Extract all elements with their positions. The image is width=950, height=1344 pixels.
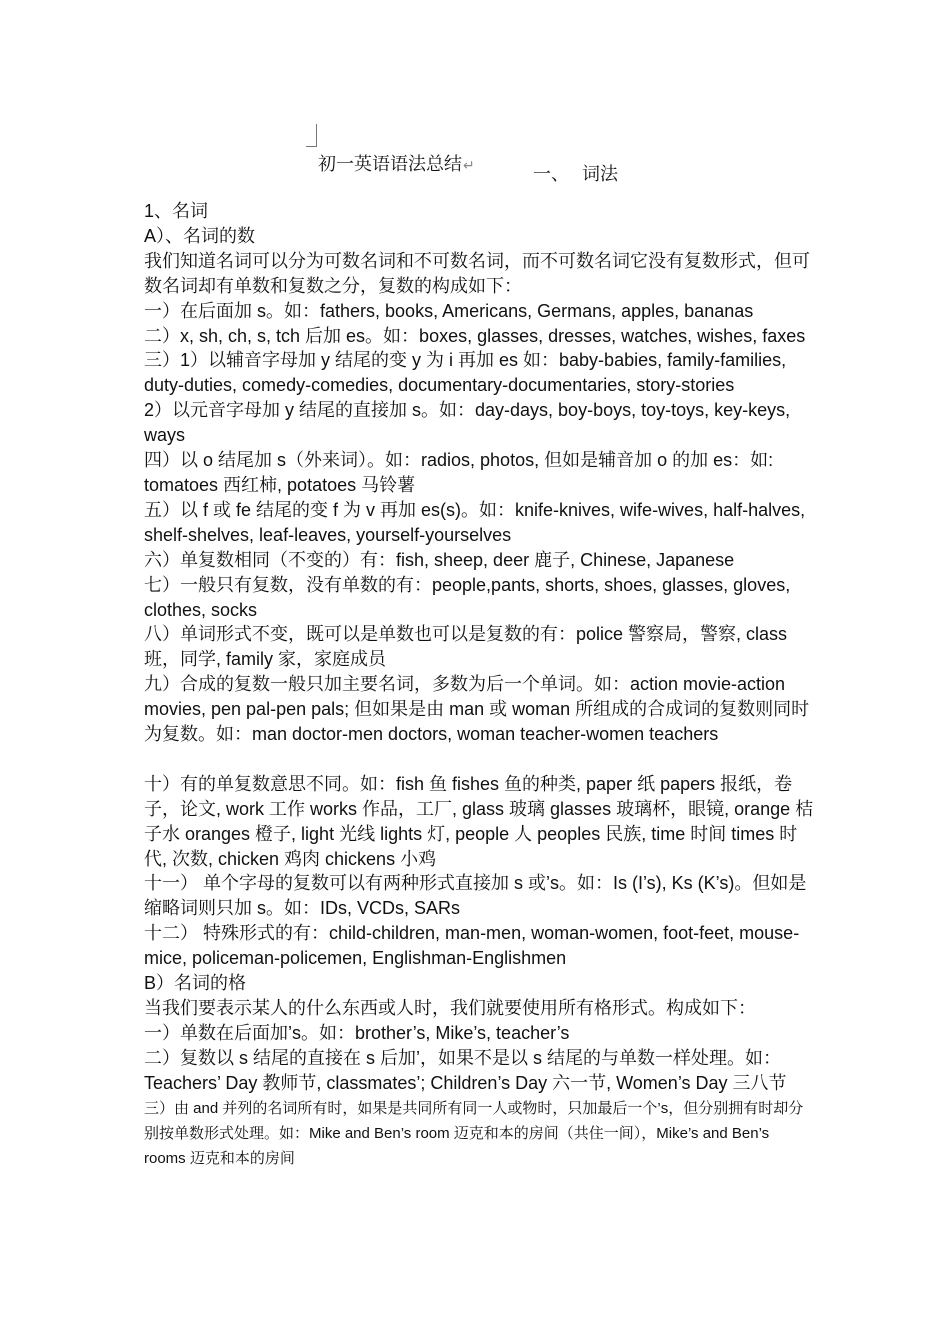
document-title <box>318 150 475 176</box>
body-line: 我们知道名词可以分为可数名词和不可数名词，而不可数名词它没有复数形式，但可数名词却有单数和复数之分，复数的构成如下： <box>144 250 810 296</box>
body-line: 十）有的单复数意思不同。如：fish 鱼 fishes 鱼的种类, paper 纸 papers 报纸，卷子，论文, work 工作 works 作品，工厂, glass 玻璃 glasses 玻璃杯，眼镜, orange 桔子水 oranges 橙子, light 光线 lights 灯, people 人 peoples 民族, time 时间 times 时代, 次数, chicken 鸡肉 chickens 小鸡 <box>144 773 814 869</box>
body-line: 1、名词 <box>144 201 209 221</box>
body-line: 四）以 o 结尾加 s（外来词）。如：radios, photos, 但如是辅音加 o 的加 es：如: tomatoes 西红柿, potatoes 马铃薯 <box>144 450 774 495</box>
body-line: 七）一般只有复数，没有单数的有：people,pants, shorts, shoes, glasses, gloves, clothes, socks <box>144 574 791 620</box>
body-line: 十二） 特殊形式的有：child-children, man-men, woman-women, foot-feet, mouse-mice, policeman-policemen, Englishman-Englishmen <box>144 923 800 969</box>
body-line: 二）复数以 s 结尾的直接在 s 后加’，如果不是以 s 结尾的与单数一样处理。如：Teachers’ Day 教师节, classmates’; Children’s Day 六一节, Women’s Day 三八节 <box>144 1047 787 1093</box>
body-line: 2）以元音字母加 y 结尾的直接加 s。如：day-days, boy-boys, toy-toys, key-keys, ways <box>144 400 791 446</box>
body-line-small: 三）由 and 并列的名词所有时，如果是共同所有同一人或物时，只加最后一个’s，但分别拥有时却分别按单数形式处理。如：Mike and Ben’s room 迈克和本的房间（共住一间），Mike’s and Ben’s rooms 迈克和本的房间 <box>144 1099 804 1167</box>
paragraph-return-mark: ↵ <box>463 157 475 173</box>
body-line: 五）以 f 或 fe 结尾的变 f 为 v 再加 es(s)。如：knife-knives, wife-wives, half-halves, shelf-shelves, leaf-leaves, yourself-yourselves <box>144 499 806 545</box>
section-heading: 一、 词法 <box>533 164 619 184</box>
document-body <box>144 199 814 1171</box>
body-line: 一）在后面加 s。如：fathers, books, Americans, Germans, apples, bananas <box>144 300 754 321</box>
body-line: 六）单复数相同（不变的）有：fish, sheep, deer 鹿子, Chinese, Japanese <box>144 549 735 570</box>
blank-line <box>144 747 814 772</box>
body-line: A）、名词的数 <box>144 225 256 246</box>
body-line: 三）1）以辅音字母加 y 结尾的变 y 为 i 再加 es 如：baby-babies, family-families, duty-duties, comedy-comedies, documentary-documentaries, story-stories <box>144 350 787 396</box>
page-corner-mark <box>306 124 317 147</box>
body-line: 十一） 单个字母的复数可以有两种形式直接加 s 或’s。如：Is (I’s), Ks (K’s)。但如是缩略词则只加 s。如：IDs, VCDs, SARs <box>144 873 807 919</box>
body-line: 当我们要表示某人的什么东西或人时，我们就要使用所有格形式。构成如下： <box>144 997 756 1018</box>
body-line: 九）合成的复数一般只加主要名词，多数为后一个单词。如：action movie-action movies, pen pal-pen pals; 但如果是由 man 或 woman 所组成的合成词的复数则同时为复数。如：man doctor-men doctors, woman teacher-women teachers <box>144 674 810 745</box>
body-line: 二）x, sh, ch, s, tch 后加 es。如：boxes, glasses, dresses, watches, wishes, faxes <box>144 325 806 346</box>
title-text: 初一英语语法总结 <box>318 154 462 174</box>
body-line: B）名词的格 <box>144 973 247 994</box>
body-line: 一）单数在后面加’s。如：brother’s, Mike’s, teacher’s <box>144 1022 570 1043</box>
body-line: 八）单词形式不变，既可以是单数也可以是复数的有：police 警察局，警察, class 班，同学, family 家，家庭成员 <box>144 624 788 670</box>
